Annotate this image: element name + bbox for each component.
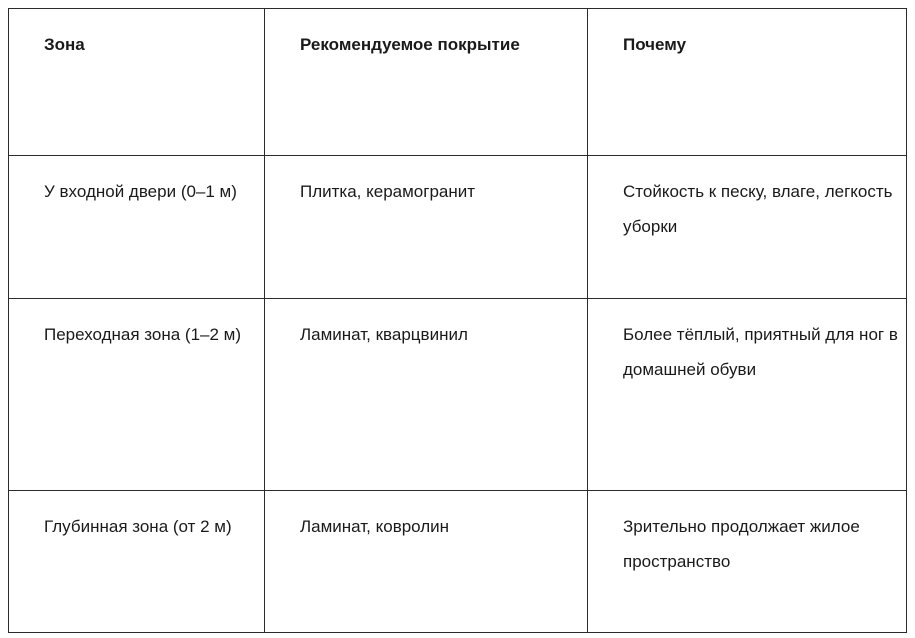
table-row: [9, 156, 907, 299]
cell-zone: Глубинная зона (от 2 м): [9, 491, 265, 633]
cell-zone: Переходная зона (1–2 м): [9, 299, 265, 491]
cell-covering: Ламинат, ковролин: [265, 491, 588, 633]
flooring-zones-table: [8, 8, 907, 633]
cell-covering: Ламинат, кварцвинил: [265, 299, 588, 491]
cell-zone: У входной двери (0–1 м): [9, 156, 265, 299]
cell-why: Зрительно продолжает жилое пространство: [588, 491, 907, 633]
cell-why: Более тёплый, приятный для ног в домашней обуви: [588, 299, 907, 491]
header-zone: Зона: [9, 9, 265, 156]
table-header-row: [9, 9, 907, 156]
cell-covering: Плитка, керамогранит: [265, 156, 588, 299]
table-row: [9, 491, 907, 633]
table-row: [9, 299, 907, 491]
header-why: Почему: [588, 9, 907, 156]
cell-why: Стойкость к песку, влаге, легкость уборки: [588, 156, 907, 299]
header-covering: Рекомендуемое покрытие: [265, 9, 588, 156]
